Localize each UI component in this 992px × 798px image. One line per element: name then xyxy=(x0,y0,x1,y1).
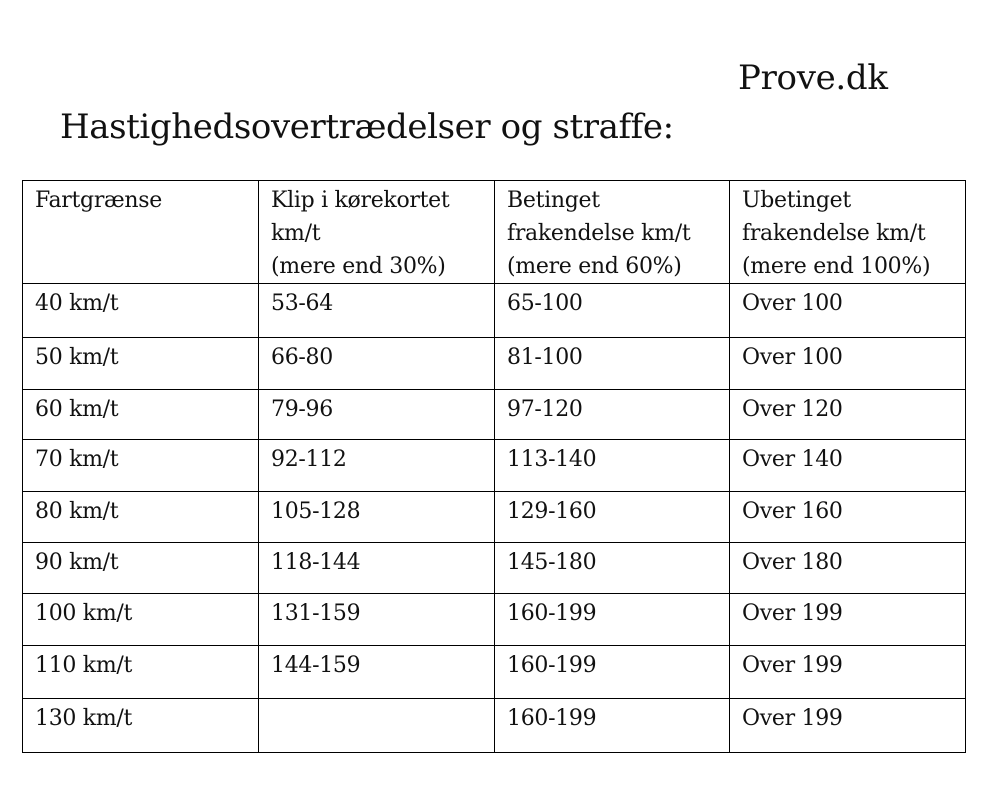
table-cell: Over 199 xyxy=(730,594,966,646)
table-cell: Over 120 xyxy=(730,390,966,440)
table-cell: 70 km/t xyxy=(23,440,259,492)
table-cell: Over 199 xyxy=(730,699,966,753)
page-title: Hastighedsovertrædelser og straffe: xyxy=(60,107,674,147)
table-row xyxy=(23,390,966,440)
header-cell-conditional-suspension xyxy=(495,181,730,284)
table-row xyxy=(23,543,966,594)
header-cell-unconditional-suspension xyxy=(730,181,966,284)
header-line: (mere end 30%) xyxy=(271,254,446,279)
table-cell: 160-199 xyxy=(495,699,730,753)
table-cell: 40 km/t xyxy=(23,284,259,338)
table-cell: 50 km/t xyxy=(23,338,259,390)
header-line: (mere end 60%) xyxy=(507,254,682,279)
table-cell: 80 km/t xyxy=(23,492,259,543)
header-line: (mere end 100%) xyxy=(742,254,931,279)
table-cell: 130 km/t xyxy=(23,699,259,753)
speed-penalty-table xyxy=(22,180,966,753)
table-cell: 66-80 xyxy=(259,338,495,390)
brand-name: Prove.dk xyxy=(738,58,888,98)
table-row xyxy=(23,284,966,338)
header-line: frakendelse km/t xyxy=(507,221,691,246)
table-cell: 144-159 xyxy=(259,646,495,699)
table-cell: 53-64 xyxy=(259,284,495,338)
table-cell: 131-159 xyxy=(259,594,495,646)
table-cell: 113-140 xyxy=(495,440,730,492)
table-cell: 90 km/t xyxy=(23,543,259,594)
header-line: Ubetinget xyxy=(742,188,851,213)
table-cell: 92-112 xyxy=(259,440,495,492)
table-cell: 118-144 xyxy=(259,543,495,594)
table-cell: Over 100 xyxy=(730,338,966,390)
table-row xyxy=(23,646,966,699)
table-row xyxy=(23,492,966,543)
table-cell: 65-100 xyxy=(495,284,730,338)
table-row xyxy=(23,440,966,492)
header-line: km/t xyxy=(271,221,321,246)
table-cell: 160-199 xyxy=(495,594,730,646)
table-cell: Over 160 xyxy=(730,492,966,543)
table-cell: 110 km/t xyxy=(23,646,259,699)
table-cell: Over 140 xyxy=(730,440,966,492)
table-cell xyxy=(259,699,495,753)
table-cell: 81-100 xyxy=(495,338,730,390)
table-cell: Over 100 xyxy=(730,284,966,338)
header-line: Klip i kørekortet xyxy=(271,188,450,213)
header-line: Betinget xyxy=(507,188,600,213)
table-cell: Over 199 xyxy=(730,646,966,699)
table-cell: Over 180 xyxy=(730,543,966,594)
table-cell: 160-199 xyxy=(495,646,730,699)
table-row xyxy=(23,338,966,390)
header-cell-speed-limit xyxy=(23,181,259,284)
table-row xyxy=(23,699,966,753)
table-cell: 100 km/t xyxy=(23,594,259,646)
table-cell: 145-180 xyxy=(495,543,730,594)
header-cell-license-points xyxy=(259,181,495,284)
table-header-row xyxy=(23,181,966,284)
table-cell: 79-96 xyxy=(259,390,495,440)
table-row xyxy=(23,594,966,646)
table-cell: 60 km/t xyxy=(23,390,259,440)
table-cell: 129-160 xyxy=(495,492,730,543)
table-cell: 97-120 xyxy=(495,390,730,440)
header-line: frakendelse km/t xyxy=(742,221,926,246)
header-line: Fartgrænse xyxy=(35,188,163,213)
table-cell: 105-128 xyxy=(259,492,495,543)
